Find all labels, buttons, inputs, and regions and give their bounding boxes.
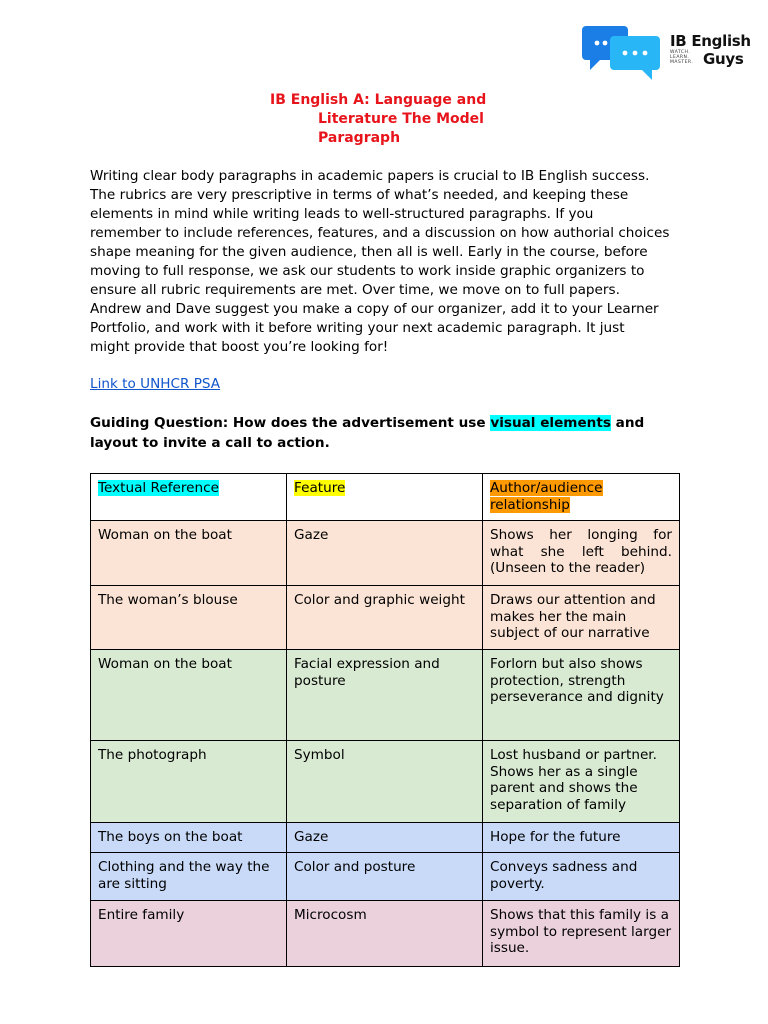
intro-line: Portfolio, and work with it before writing your next academic paragraph. It just <box>90 320 625 336</box>
table-row <box>91 650 680 741</box>
table-cell: Gaze <box>287 823 483 853</box>
table-cell: Color and graphic weight <box>287 586 483 650</box>
table-cell: Facial expression and posture <box>287 650 483 741</box>
guiding-question-prefix: Guiding Question: How does the advertisement use <box>90 415 491 431</box>
table-header-row <box>91 474 680 521</box>
table-row <box>91 853 680 901</box>
logo-title: IB English <box>670 32 751 50</box>
table-row <box>91 521 680 586</box>
intro-paragraph <box>90 167 690 357</box>
table-cell: Symbol <box>287 741 483 823</box>
intro-line: shape meaning for the given audience, then all is well. Early in the course, before <box>90 244 648 260</box>
table-cell: Woman on the boat <box>91 650 287 741</box>
table-cell: Draws our attention and makes her the main subject of our narrative <box>483 586 680 650</box>
intro-line: Writing clear body paragraphs in academic papers is crucial to IB English success. <box>90 168 650 184</box>
intro-line: Andrew and Dave suggest you make a copy of our organizer, add it to your Learner <box>90 301 659 317</box>
table-cell: Woman on the boat <box>91 521 287 586</box>
header-label: Feature <box>294 480 346 496</box>
table-cell: Shows that this family is a symbol to represent larger issue. <box>483 901 680 967</box>
table-cell: The boys on the boat <box>91 823 287 853</box>
intro-line: moving to full response, we ask our students to work inside graphic organizers to <box>90 263 645 279</box>
graphic-organizer-table <box>90 473 680 967</box>
guiding-question <box>90 413 690 453</box>
logo-tagline-watch: WATCH. <box>670 50 691 55</box>
table-cell: Entire family <box>91 901 287 967</box>
ib-english-guys-logo <box>582 24 752 82</box>
table-cell: The woman’s blouse <box>91 586 287 650</box>
document-title-line-3: Paragraph <box>318 130 401 146</box>
header-label: Author/audience relationship <box>490 480 603 513</box>
table-cell: The photograph <box>91 741 287 823</box>
intro-line: ensure all rubric requirements are met. Over time, we move on to full papers. <box>90 282 620 298</box>
intro-line: The rubrics are very prescriptive in terms of what’s needed, and keeping these <box>90 187 629 203</box>
table-row <box>91 741 680 823</box>
header-cell-feature <box>287 474 483 521</box>
header-cell-textual-reference <box>91 474 287 521</box>
logo-tagline-master: MASTER. <box>670 60 694 65</box>
document-title-line-1: IB English A: Language and <box>270 92 487 108</box>
header-label: Textual Reference <box>98 480 219 496</box>
table-cell: Conveys sadness and poverty. <box>483 853 680 901</box>
header-cell-author-audience <box>483 474 680 521</box>
table-cell: Gaze <box>287 521 483 586</box>
guiding-question-line-2: layout to invite a call to action. <box>90 435 330 451</box>
intro-line: remember to include references, features, and a discussion on how authorial choices <box>90 225 670 241</box>
logo-tagline-learn: LEARN. <box>670 55 690 60</box>
guiding-question-suffix: and <box>610 415 645 431</box>
guiding-question-highlight: visual elements <box>490 415 611 431</box>
table-cell: Forlorn but also shows protection, strength perseverance and dignity <box>483 650 680 741</box>
table-cell: Color and posture <box>287 853 483 901</box>
intro-line: might provide that boost you’re looking for! <box>90 339 389 355</box>
logo-tagline <box>670 50 693 65</box>
table-row <box>91 586 680 650</box>
document-title-line-2: Literature The Model <box>318 111 484 127</box>
table-cell: Shows her longing for what she left behind. (Unseen to the reader) <box>483 521 680 586</box>
table-cell: Hope for the future <box>483 823 680 853</box>
unhcr-psa-link[interactable]: Link to UNHCR PSA <box>90 376 221 392</box>
table-cell: Lost husband or partner. Shows her as a single parent and shows the separation of family <box>483 741 680 823</box>
logo-guys: Guys <box>703 50 744 68</box>
table-cell: Clothing and the way the are sitting <box>91 853 287 901</box>
table-row <box>91 823 680 853</box>
chat-bubbles-icon <box>582 24 668 82</box>
intro-line: elements in mind while writing leads to well-structured paragraphs. If you <box>90 206 594 222</box>
table-cell: Microcosm <box>287 901 483 967</box>
table-row <box>91 901 680 967</box>
